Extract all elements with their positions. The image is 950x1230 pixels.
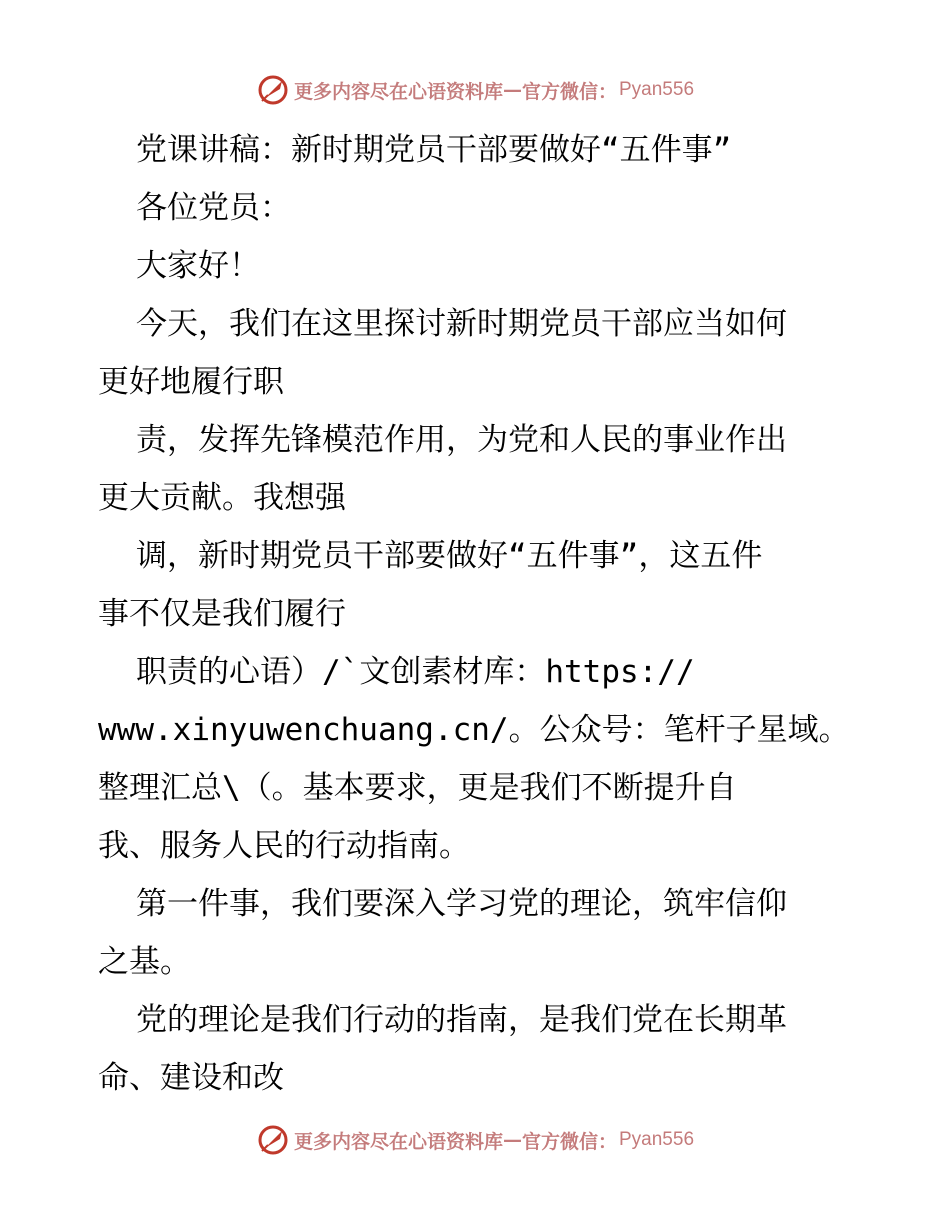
paragraph-line: 之基。 bbox=[98, 944, 191, 980]
paragraph-line: 整理汇总\（。基本要求，更是我们不断提升自 bbox=[98, 770, 737, 806]
greeting: 大家好！ bbox=[136, 248, 260, 284]
banner-text: 更多内容尽在心语资料库 bbox=[293, 1130, 503, 1153]
paragraph-line: 更好地履行职 bbox=[98, 364, 284, 400]
banner-dash: — bbox=[502, 1129, 522, 1151]
paragraph-line: 事不仅是我们履行 bbox=[98, 596, 346, 632]
paragraph-line: 责，发挥先锋模范作用，为党和人民的事业作出 bbox=[136, 422, 787, 458]
banner-wechat-id: Pyan556 bbox=[619, 1129, 695, 1150]
header-banner bbox=[0, 70, 950, 110]
paragraph-line: www.xinyuwenchuang.cn/。公众号：笔杆子星域。 bbox=[98, 712, 850, 748]
paragraph-line: 命、建设和改 bbox=[98, 1060, 284, 1096]
banner-wechat-id: Pyan556 bbox=[619, 79, 695, 100]
paragraph-line: 党的理论是我们行动的指南，是我们党在长期革 bbox=[136, 1002, 787, 1038]
banner-wechat-label: 官方微信： bbox=[521, 1130, 617, 1153]
paragraph-line: 第一件事，我们要深入学习党的理论，筑牢信仰 bbox=[136, 886, 787, 922]
paragraph-line: 今天，我们在这里探讨新时期党员干部应当如何 bbox=[136, 306, 787, 342]
paragraph-line: 更大贡献。我想强 bbox=[98, 480, 346, 516]
footer-banner bbox=[0, 1120, 950, 1160]
quill-logo-icon bbox=[256, 73, 290, 107]
paragraph-line: 职责的心语）/`文创素材库：https:// bbox=[136, 654, 695, 690]
banner-text: 更多内容尽在心语资料库 bbox=[293, 80, 503, 103]
quill-logo-icon bbox=[256, 1123, 290, 1157]
salutation: 各位党员： bbox=[136, 190, 291, 226]
paragraph-line: 我、服务人民的行动指南。 bbox=[98, 828, 470, 864]
paragraph-line: 调，新时期党员干部要做好“五件事”，这五件 bbox=[136, 538, 763, 574]
banner-wechat-label: 官方微信： bbox=[521, 80, 617, 103]
document-title: 党课讲稿：新时期党员干部要做好“五件事” bbox=[136, 132, 732, 168]
banner-dash: — bbox=[502, 79, 522, 101]
